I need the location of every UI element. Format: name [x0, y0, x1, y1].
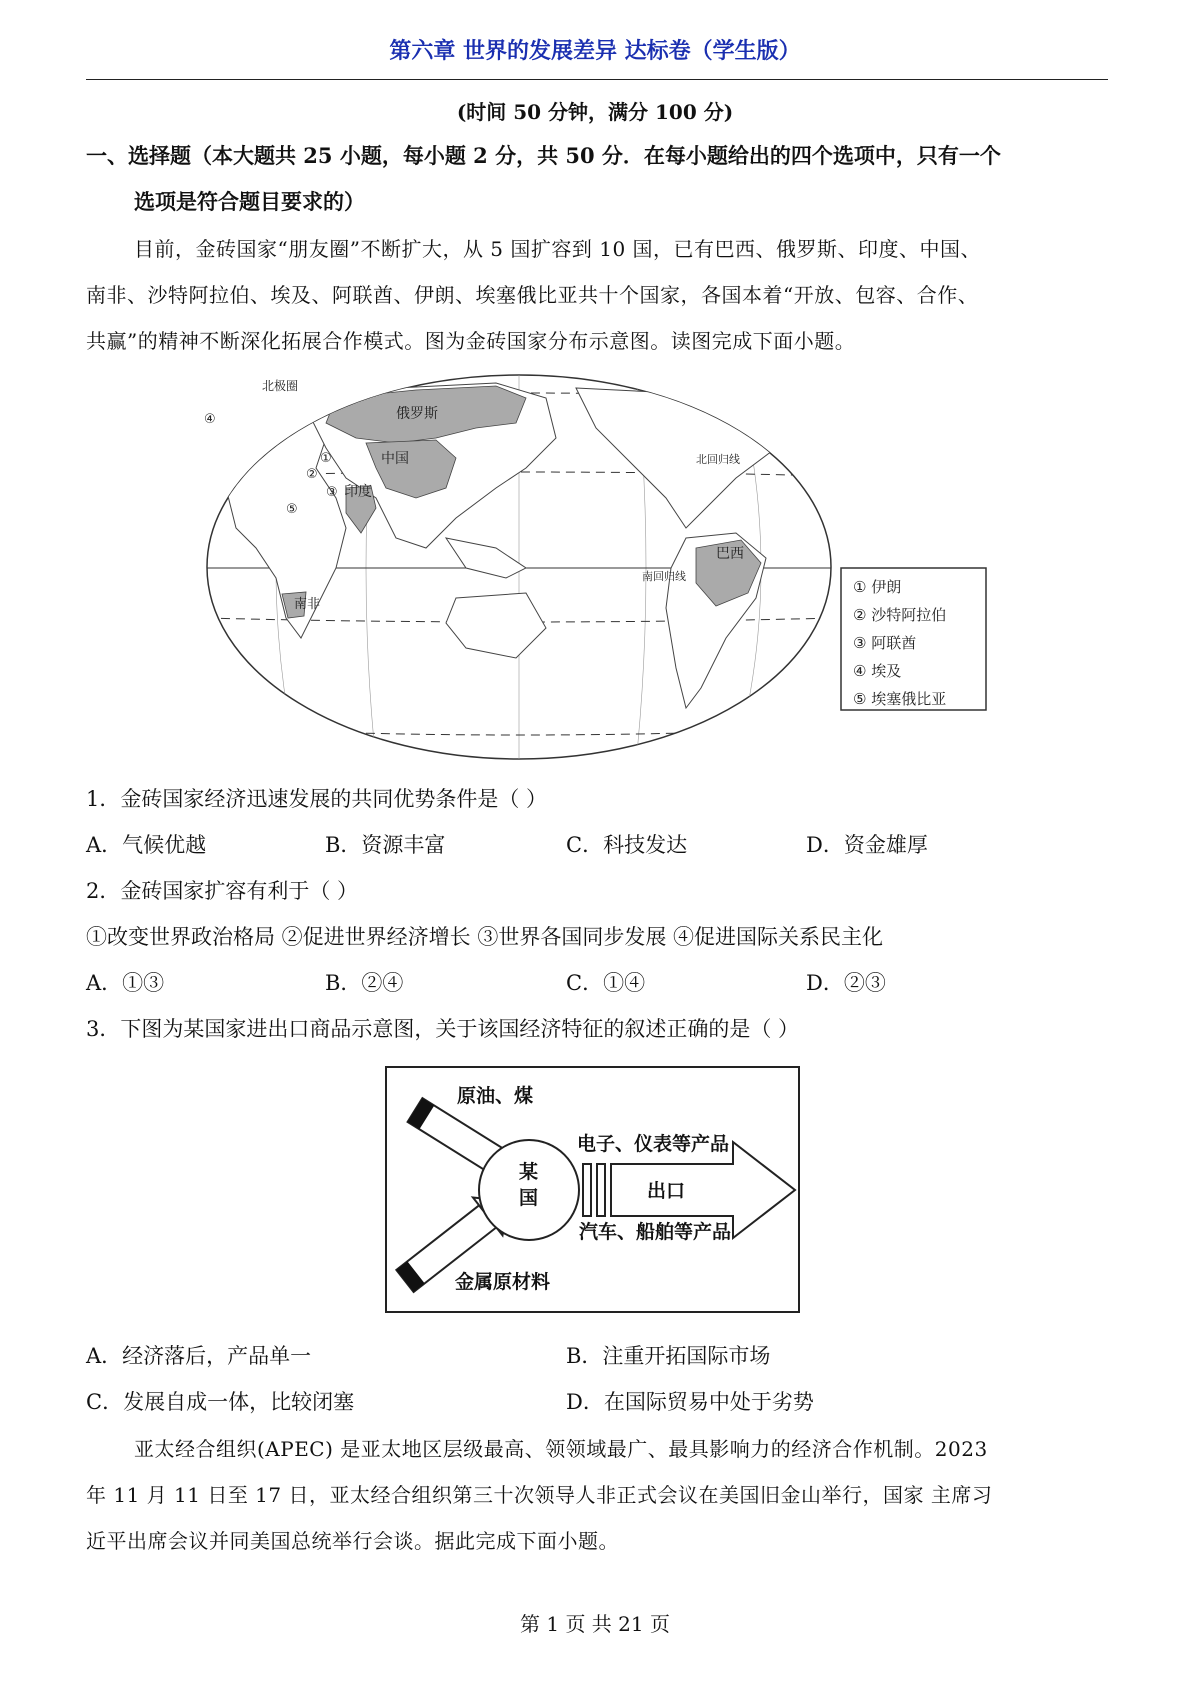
q2-option-d[interactable]: D．②③ — [806, 971, 886, 995]
map-marker-4: ④ — [204, 412, 216, 427]
q2-statements: ①改变世界政治格局 ②促进世界经济增长 ③世界各国同步发展 ④促进国际关系民主化 — [86, 925, 884, 949]
exam-time-note: (时间 50 分钟，满分 100 分) — [456, 100, 734, 124]
map-label-brazil: 巴西 — [716, 546, 744, 562]
section-heading-cont: 选项是符合题目要求的） — [134, 189, 365, 214]
export-label-electronics: 电子、仪表等产品 — [577, 1133, 730, 1155]
map-label-south-africa: 南非 — [294, 597, 321, 612]
legend-item-ethiopia: ⑤ 埃塞俄比亚 — [853, 690, 947, 708]
intro-line-1: 目前，金砖国家“朋友圈”不断扩大，从 5 国扩容到 10 国，已有巴西、俄罗斯、印度、中国、 — [134, 237, 982, 261]
apec-line-2: 年 11 月 11 日至 17 日，亚太经合组织第三十次领导人非正式会议在美国旧金山举行，国家 主席习 — [86, 1483, 993, 1507]
export-label: 出口 — [647, 1180, 686, 1202]
q3-option-b[interactable]: B．注重开拓国际市场 — [566, 1344, 771, 1368]
map-marker-5: ⑤ — [286, 502, 298, 517]
map-label-tropic-south: 南回归线 — [642, 570, 686, 583]
map-marker-1: ① — [320, 451, 332, 466]
legend-item-iran: ① 伊朗 — [853, 578, 902, 596]
legend-item-uae: ③ 阿联酋 — [853, 634, 917, 652]
import-label-oil-coal: 原油、煤 — [457, 1085, 534, 1107]
q1-option-d[interactable]: D．资金雄厚 — [806, 833, 928, 857]
header-divider — [86, 79, 1108, 80]
page-number: 第 1 页 共 21 页 — [520, 1612, 670, 1636]
map-label-india: 印度 — [344, 484, 372, 500]
section-heading: 一、选择题（本大题共 25 小题，每小题 2 分，共 50 分．在每小题给出的四个选项中，只有一个 — [86, 143, 1001, 168]
q1-option-c[interactable]: C．科技发达 — [566, 833, 688, 857]
intro-line-3: 共赢”的精神不断深化拓展合作模式。图为金砖国家分布示意图。读图完成下面小题。 — [86, 329, 856, 353]
q1-option-a[interactable]: A．气候优越 — [86, 833, 207, 857]
q3-option-d[interactable]: D．在国际贸易中处于劣势 — [566, 1390, 814, 1414]
import-label-metal: 金属原材料 — [455, 1271, 551, 1293]
country-label-1: 某 — [519, 1161, 539, 1183]
q3-stem: 3．下图为某国家进出口商品示意图，关于该国经济特征的叙述正确的是（ ） — [86, 1017, 800, 1041]
q3-option-c[interactable]: C．发展自成一体，比较闭塞 — [86, 1390, 355, 1414]
map-label-russia: 俄罗斯 — [396, 406, 438, 422]
trade-diagram — [385, 1066, 800, 1313]
country-label-2: 国 — [519, 1187, 539, 1209]
legend-item-saudi: ② 沙特阿拉伯 — [853, 606, 947, 624]
map-marker-3: ③ — [326, 485, 338, 500]
q2-option-b[interactable]: B．②④ — [325, 971, 404, 995]
map-label-arctic: 北极圈 — [262, 379, 299, 393]
map-label-china: 中国 — [381, 451, 409, 467]
legend-item-egypt: ④ 埃及 — [853, 662, 902, 680]
intro-line-2: 南非、沙特阿拉伯、埃及、阿联酋、伊朗、埃塞俄比亚共十个国家，各国本着“开放、包容、合作、 — [86, 283, 979, 307]
apec-line-3: 近平出席会议并同美国总统举行会谈。据此完成下面小题。 — [86, 1529, 619, 1553]
map-marker-2: ② — [306, 467, 318, 482]
q1-stem: 1．金砖国家经济迅速发展的共同优势条件是（ ） — [86, 787, 548, 811]
q2-stem: 2．金砖国家扩容有利于（ ） — [86, 879, 359, 903]
export-label-vehicles: 汽车、船舶等产品 — [579, 1221, 732, 1243]
q3-option-a[interactable]: A．经济落后，产品单一 — [86, 1344, 312, 1368]
apec-line-1: 亚太经合组织(APEC) 是亚太地区层级最高、领领域最广、最具影响力的经济合作机制。2023 — [134, 1437, 988, 1461]
brics-world-map — [196, 368, 996, 772]
q2-option-a[interactable]: A．①③ — [86, 971, 165, 995]
page-title: 第六章 世界的发展差异 达标卷（学生版） — [389, 39, 801, 64]
q2-option-c[interactable]: C．①④ — [566, 971, 646, 995]
map-label-tropic-north: 北回归线 — [696, 453, 740, 466]
q1-option-b[interactable]: B．资源丰富 — [325, 833, 446, 857]
